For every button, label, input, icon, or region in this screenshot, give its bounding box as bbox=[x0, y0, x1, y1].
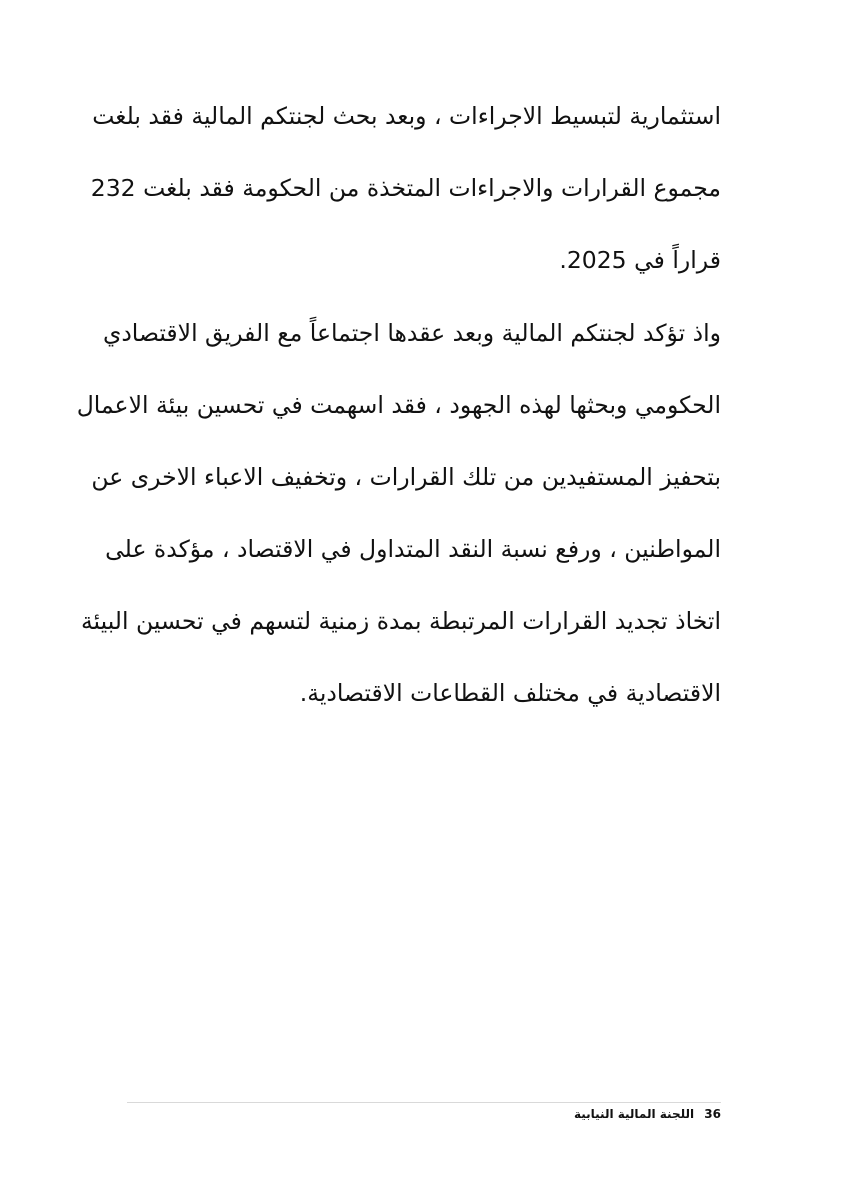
paragraph-2 bbox=[76, 315, 721, 747]
paragraph-line: مجموع القرارات والاجراءات المتخذة من الحكومة فقد بلغت 232 bbox=[90, 174, 721, 202]
paragraph-line: بتحفيز المستفيدين من تلك القرارات ، وتخفيف الاعباء الاخرى عن bbox=[91, 463, 721, 491]
paragraph-line: قراراً في 2025. bbox=[559, 246, 721, 274]
paragraph-line: واذ تؤكد لجنتكم المالية وبعد عقدها اجتماعاً مع الفريق الاقتصادي bbox=[102, 319, 721, 347]
paragraph-line: الحكومي وبحثها لهذه الجهود ، فقد اسهمت في تحسين بيئة الاعمال bbox=[76, 391, 721, 419]
paragraph-line: اتخاذ تجديد القرارات المرتبطة بمدة زمنية لتسهم في تحسين البيئة bbox=[80, 607, 721, 635]
paragraph-1 bbox=[90, 98, 721, 314]
page-number: 36 bbox=[704, 1107, 721, 1121]
paragraph-line: المواطنين ، ورفع نسبة النقد المتداول في الاقتصاد ، مؤكدة على bbox=[105, 535, 721, 563]
paragraph-line: استثمارية لتبسيط الاجراءات ، وبعد بحث لجنتكم المالية فقد بلغت bbox=[92, 102, 721, 130]
page-footer bbox=[127, 1106, 721, 1122]
footer-committee-name: اللجنة المالية النيابية bbox=[573, 1107, 695, 1121]
footer-divider bbox=[127, 1102, 721, 1103]
paragraph-line: الاقتصادية في مختلف القطاعات الاقتصادية. bbox=[299, 679, 721, 707]
